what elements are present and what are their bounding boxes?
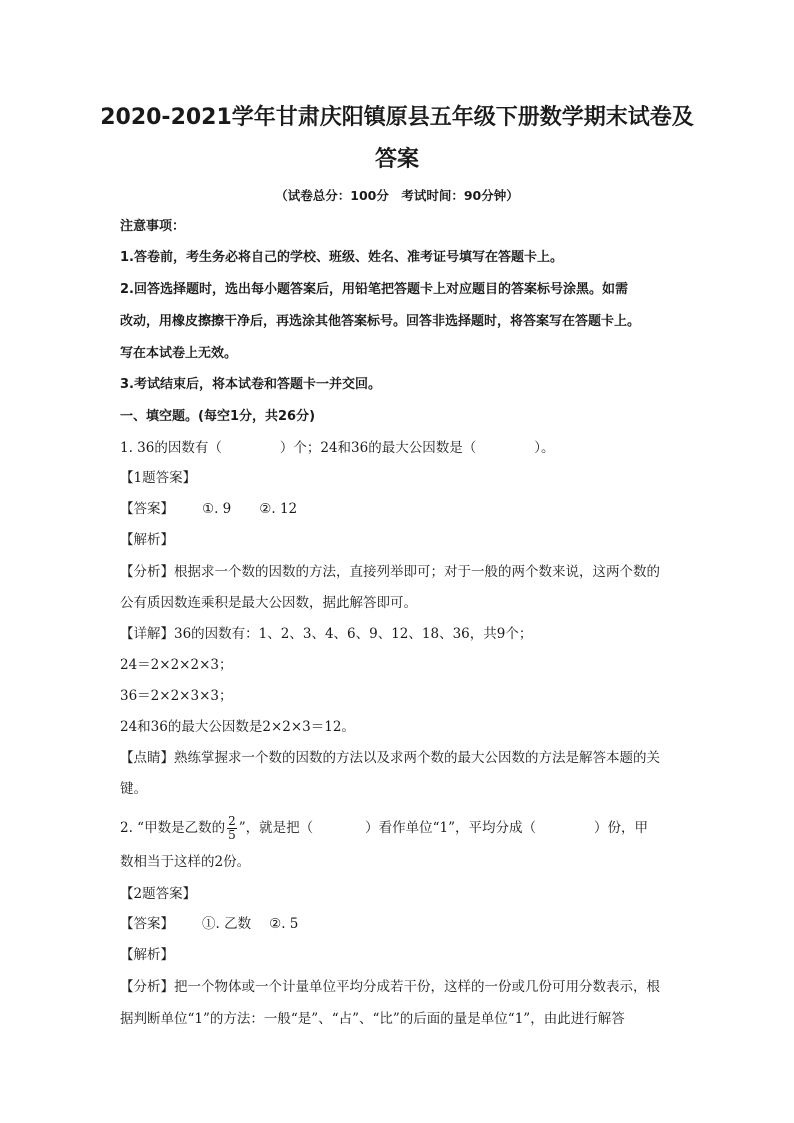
- q2-fraction: [227, 815, 237, 842]
- q1-fenxi-line2: 公有质因数连乘积是最大公因数，据此解答即可。: [120, 595, 417, 611]
- note-1: 1.答卷前，考生务必将自己的学校、班级、姓名、准考证号填写在答题卡上。: [120, 250, 563, 265]
- q1-calc-1: 24＝2×2×2×3；: [120, 657, 233, 673]
- q1-calc-2: 36＝2×2×3×3；: [120, 688, 233, 704]
- section-heading: 一、填空题。(每空1分，共26分): [120, 409, 316, 424]
- q1-calc-3: 24和36的最大公因数是2×2×3＝12。: [120, 719, 355, 735]
- q1-answer-1: ①. 9: [202, 501, 232, 517]
- q2-answer-heading: 【2题答案】: [120, 886, 197, 902]
- note-2-line3: 写在本试卷上无效。: [120, 346, 238, 361]
- note-2-line1: 2.回答选择题时，选出每小题答案后，用铅笔把答题卡上对应题目的答案标号涂黑。如需: [120, 282, 628, 297]
- q2-stem-b: ”，就是把（: [238, 820, 314, 836]
- q2-fraction-numerator: 2: [228, 814, 236, 828]
- page-title-line1: 2020-2021学年甘肃庆阳镇原县五年级下册数学期末试卷及: [100, 105, 694, 130]
- q2-stem-line2: 数相当于这样的2份。: [120, 854, 251, 870]
- q2-answer-2: ②. 5: [269, 916, 299, 932]
- q1-answer-label: 【答案】: [120, 501, 174, 517]
- q2-stem-d: ）份，甲: [594, 820, 649, 836]
- notes-heading: 注意事项：: [120, 219, 186, 234]
- q2-fenxi-line2: 据判断单位“1”的方法：一般“是”、“占”、“比”的后面的量是单位“1”，由此进行解答: [120, 1011, 625, 1027]
- q1-answer: [120, 499, 680, 519]
- q2-analysis-heading: 【解析】: [120, 947, 174, 963]
- q1-dianjing-line1: 【点睛】熟练掌握求一个数的因数的方法以及求两个数的最大公因数的方法是解答本题的关: [120, 750, 660, 766]
- q1-stem-b: ）个；24和36的最大公因数是（: [279, 440, 477, 456]
- q2-stem-a: 2. “甲数是乙数的: [120, 820, 226, 836]
- note-2-line2: 改动，用橡皮擦擦干净后，再选涂其他答案标号。回答非选择题时，将答案写在答题卡上。: [120, 314, 641, 329]
- q1-dianjing-line2: 键。: [120, 781, 147, 797]
- q2-fraction-denominator: 5: [228, 828, 236, 842]
- q2-answer-1: ①. 乙数: [202, 916, 252, 932]
- q2-answer-label: 【答案】: [120, 916, 174, 932]
- exam-info: （试卷总分：100分 考试时间：90分钟）: [275, 188, 519, 203]
- note-3: 3.考试结束后，将本试卷和答题卡一并交回。: [120, 377, 381, 392]
- q2-answer: [120, 914, 680, 934]
- q1-answer-2: ②. 12: [259, 501, 298, 517]
- q1-stem-a: 1. 36的因数有（: [120, 440, 222, 456]
- question-2: [120, 815, 680, 842]
- page-title-line2: 答案: [374, 147, 419, 172]
- q1-xiangjie: 【详解】36的因数有：1、2、3、4、6、9、12、18、36，共9个；: [120, 626, 533, 642]
- q1-answer-heading: 【1题答案】: [120, 470, 197, 486]
- q2-stem-c: ）看作单位“1”，平均分成（: [365, 820, 537, 836]
- q1-stem-c: ）。: [534, 440, 555, 456]
- q2-fenxi-line1: 【分析】把一个物体或一个计量单位平均分成若干份，这样的一份或几份可用分数表示，根: [120, 979, 660, 995]
- question-1: [120, 438, 680, 458]
- q1-analysis-heading: 【解析】: [120, 532, 174, 548]
- q1-fenxi-line1: 【分析】根据求一个数的因数的方法，直接列举即可；对于一般的两个数来说，这两个数的: [120, 564, 660, 580]
